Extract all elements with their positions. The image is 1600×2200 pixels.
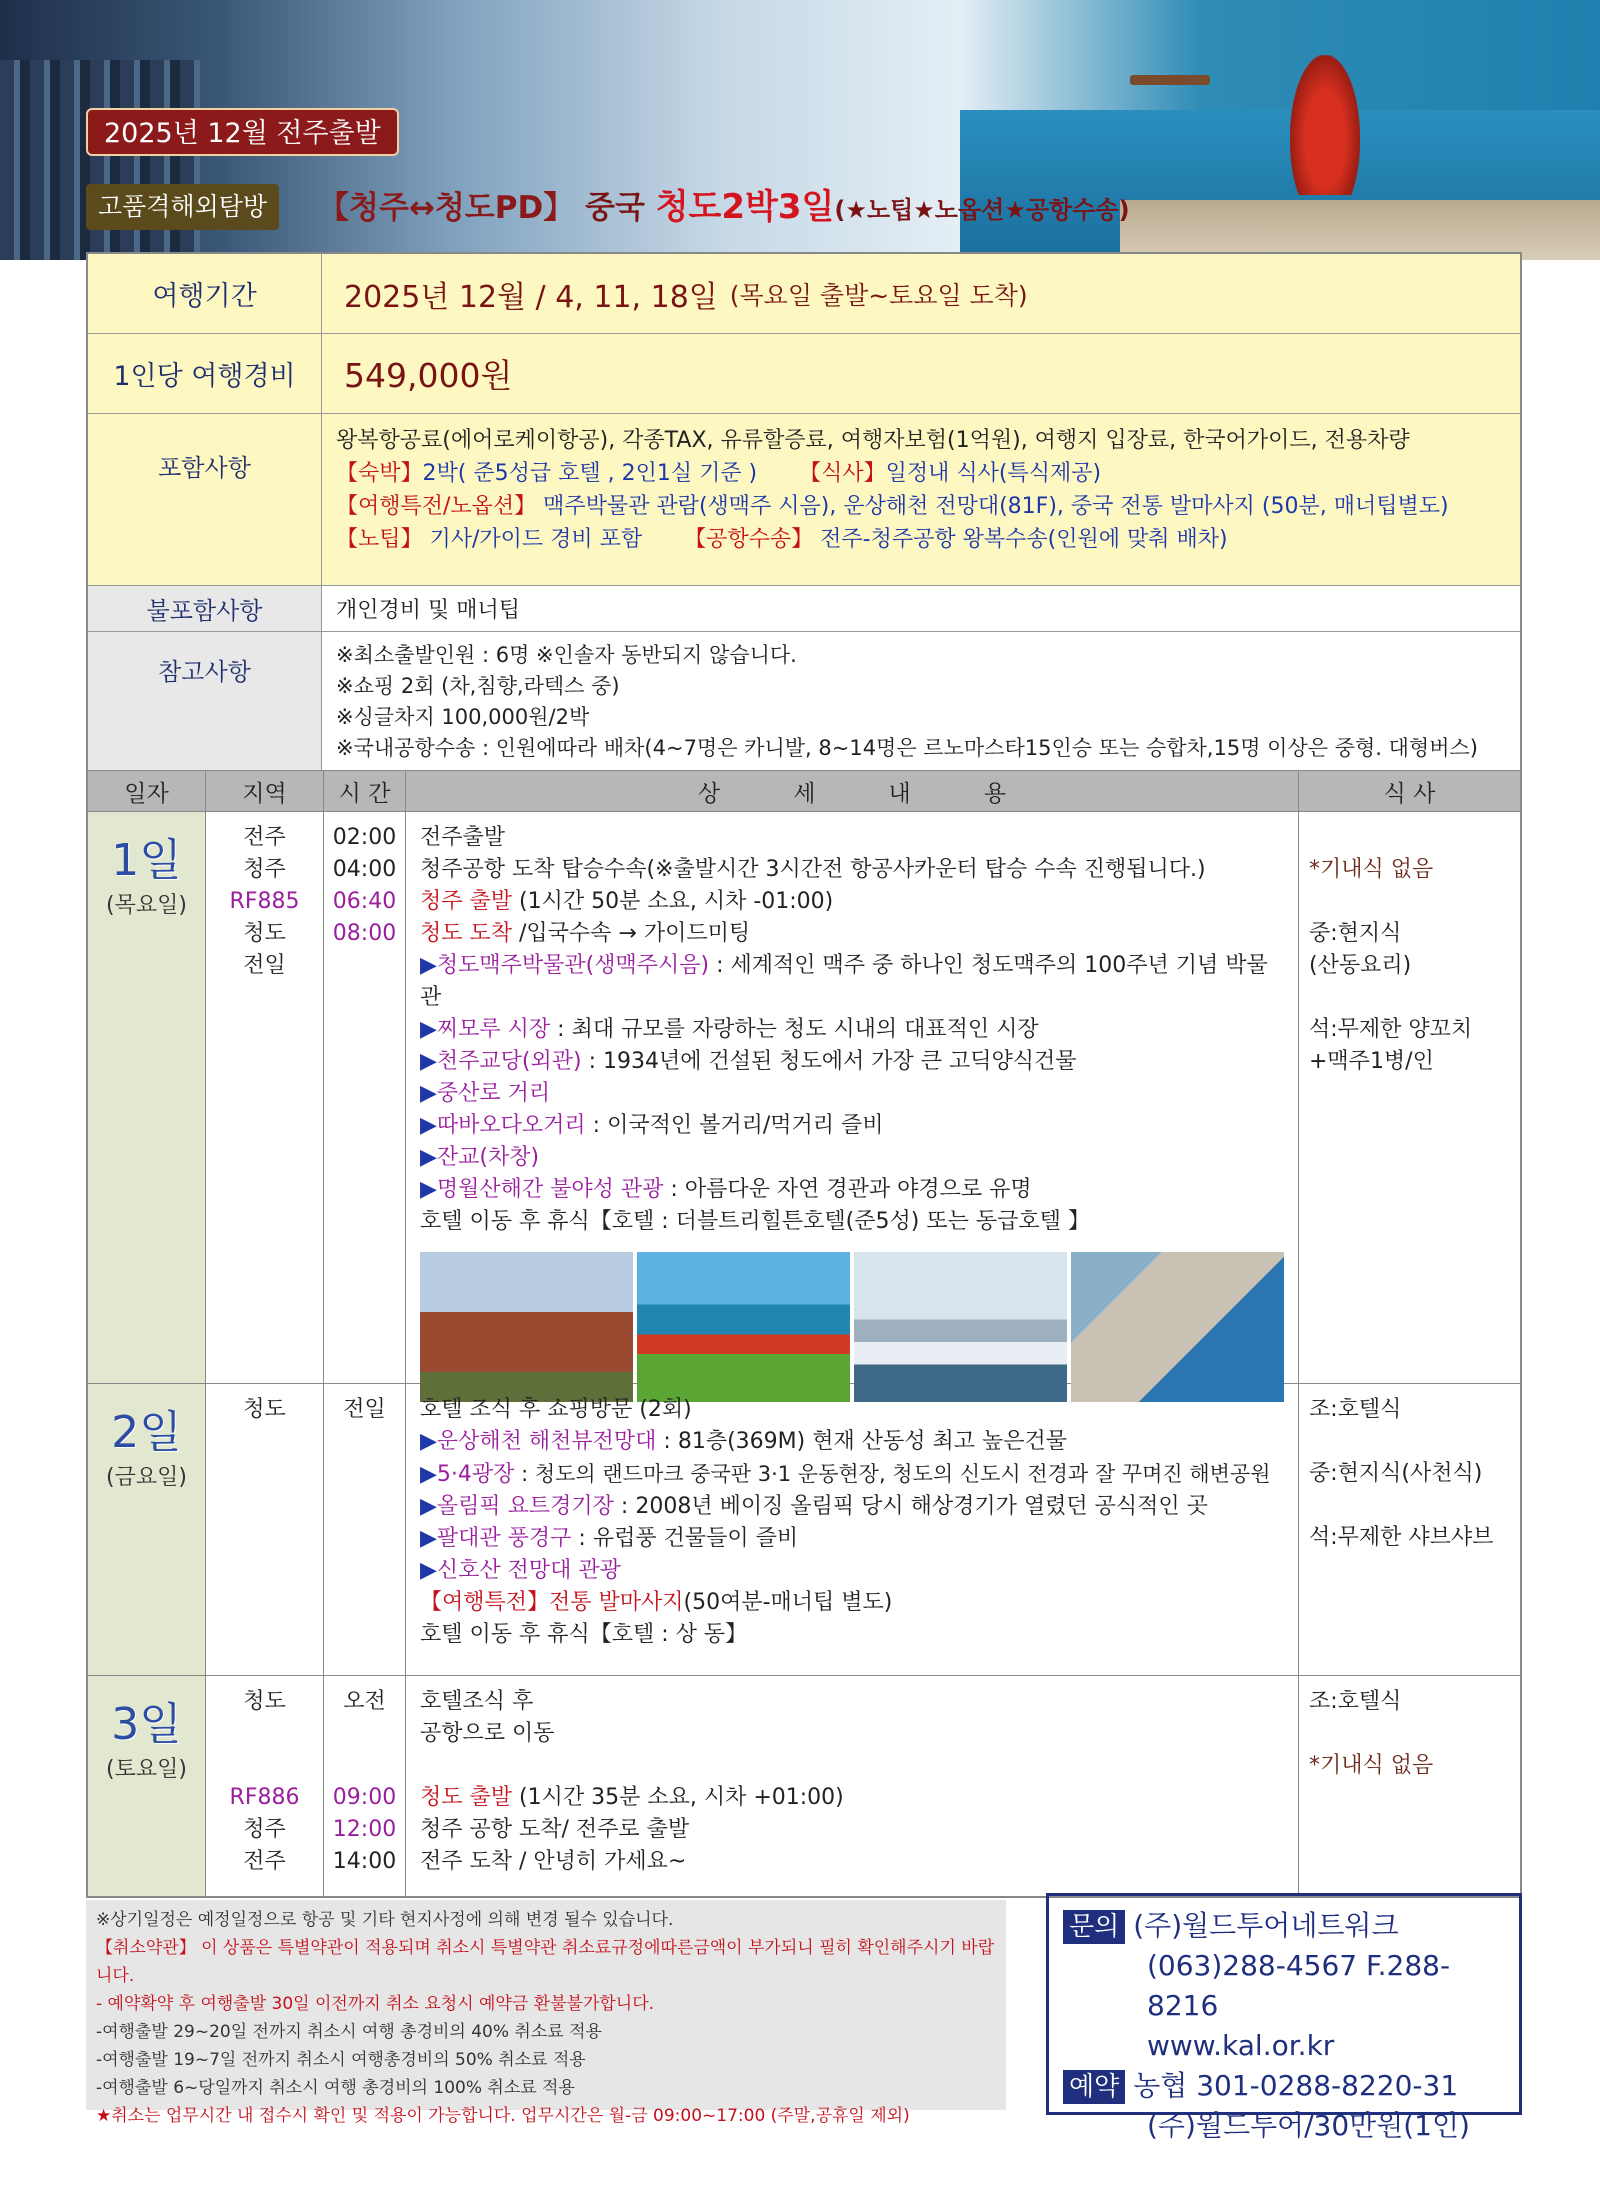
triangle-icon: ▶ [420,1558,437,1583]
detail-line: ▶잔교(차창) [420,1145,540,1170]
triangle-icon: ▶ [420,1177,437,1202]
period-note: (목요일 출발~토요일 도착) [729,280,1028,310]
cathedral-photo [420,1252,633,1402]
note-value [322,632,1520,778]
day-3-detail [406,1676,1299,1896]
meal: (산동요리) [1309,953,1412,978]
day-number: 3일 [111,1699,182,1750]
city-aerial-photo [1071,1252,1284,1402]
note-line: -여행출발 29~20일 전까지 취소시 여행 총경비의 40% 취소료 적용 [96,2022,602,2042]
meal: 중:현지식(사천식) [1309,1461,1483,1486]
detail-line: ▶청도맥주박물관(생맥주시음) : 세계적인 맥주 중 하나인 청도맥주의 100주년 기념 박물관 [420,953,1268,1010]
time: 08:00 [332,921,397,946]
day-3-row [88,1676,1520,1896]
may-fourth-square-photo [637,1252,850,1402]
time: 14:00 [332,1849,397,1874]
day-1-regions [206,812,324,1383]
detail-line: ▶찌모루 시장 : 최대 규모를 자랑하는 청도 시내의 대표적인 시장 [420,1017,1039,1042]
route-text: 【청주↔청도PD】 [318,190,575,226]
detail-line: 청도 출발 (1시간 35분 소요, 시차 +01:00) [420,1785,844,1810]
cost-row [88,334,1520,414]
inquiry-tag: 문의 [1063,1910,1125,1944]
day-2-meals [1299,1384,1520,1675]
include-line: 【노팁】 기사/가이드 경비 포함 【공항수송】 전주-청주공항 왕복수송(인원에 맞춰 배차) [336,527,1228,552]
period-value: 2025년 12월 / 4, 11, 18일 [344,279,718,315]
bank-line [1063,2066,1505,2106]
include-label: 포함사항 [88,414,322,585]
trip-title [318,184,1130,230]
note-line: 【취소약관】 이 상품은 특별약관이 적용되며 취소시 특별약관 취소료규정에따른금액이 부가되니 필히 확인해주시기 바랍니다. [96,1938,995,1986]
detail-line: ▶올림픽 요트경기장 : 2008년 베이징 올림픽 당시 해상경기가 열렸던 공식적인 곳 [420,1494,1208,1519]
note-line: ※쇼핑 2회 (차,침향,라텍스 중) [336,674,620,698]
company-line [1063,1906,1505,1946]
booking-tag: 예약 [1063,2070,1125,2104]
photo-strip [420,1252,1284,1402]
flight-number: RF885 [229,889,300,914]
col-meal: 식 사 [1383,780,1436,807]
note-line: - 예약확약 후 여행출발 30일 이전까지 취소 요청시 예약금 환불불가합니다. [96,1994,655,2014]
detail-line: 공항으로 이동 [420,1721,555,1746]
day-1-row [88,812,1520,1384]
time: 06:40 [332,889,397,914]
meal: 석:무제한 양꼬치 [1309,1017,1473,1042]
time: 전일 [343,1397,386,1422]
include-line: 왕복항공료(에어로케이항공), 각종TAX, 유류할증료, 여행자보험(1억원), 여행지 입장료, 한국어가이드, 전용차량 [336,428,1410,453]
detail-line: 호텔 이동 후 휴식【호텔 : 상 동】 [420,1622,748,1647]
meal: *기내식 없음 [1309,857,1434,882]
cost-value: 549,000원 [344,356,513,395]
day-2-row [88,1384,1520,1676]
exclude-label: 불포함사항 [88,586,322,631]
include-line: 【숙박】2박( 준5성급 호텔 , 2인1실 기준 ) 【식사】일정내 식사(특식제공) [336,461,1102,486]
trip-extras: (★노팁★노옵션★공항수송) [834,196,1130,224]
triangle-icon: ▶ [420,1049,437,1074]
country-text: 중국 [574,190,656,226]
marina-photo [854,1252,1067,1402]
meal: 조:호텔식 [1309,1689,1402,1714]
detail-line: 청도 도착 /입국수속 → 가이드미팅 [420,921,751,946]
triangle-icon: ▶ [420,1526,437,1551]
region: 청주 [243,1817,286,1842]
region: 전주 [243,1849,286,1874]
website-link[interactable]: www.kal.or.kr [1147,2029,1335,2062]
col-time: 시 간 [324,771,406,811]
detail-line: ▶신호산 전망대 관광 [420,1558,621,1583]
region: 청도 [243,1689,286,1714]
meal: +맥주1병/인 [1309,1049,1434,1074]
day-3-cell [88,1676,206,1896]
phone-number[interactable]: (063)288-4567 F.288-8216 [1147,1949,1451,2022]
meal: 중:현지식 [1309,921,1402,946]
detail-line: 청주 출발 (1시간 50분 소요, 시차 -01:00) [420,889,834,914]
day-2-time [324,1384,406,1675]
time: 04:00 [332,857,397,882]
detail-line: ▶따바오다오거리 : 이국적인 볼거리/먹거리 즐비 [420,1113,884,1138]
triangle-icon: ▶ [420,1081,437,1106]
time: 02:00 [332,825,397,850]
detail-line: 호텔 이동 후 휴식【호텔 : 더블트리힐튼호텔(준5성) 또는 동급호텔 】 [420,1209,1090,1234]
day-number: 1일 [111,835,182,886]
day-1-meals [1299,812,1520,1383]
triangle-icon: ▶ [420,1462,437,1487]
day-2-detail [406,1384,1299,1675]
note-row [88,632,1520,778]
day-1-times [324,812,406,1383]
day-2-region [206,1384,324,1675]
triangle-icon: ▶ [420,1145,437,1170]
triangle-icon: ▶ [420,1113,437,1138]
plaza-image [1120,200,1600,260]
triangle-icon: ▶ [420,1017,437,1042]
detail-line: ▶중산로 거리 [420,1081,551,1106]
note-line: -여행출발 6~당일까지 취소시 여행 총경비의 100% 취소료 적용 [96,2078,575,2098]
day-1-cell [88,812,206,1383]
city-skyline-image [0,60,200,260]
note-label: 참고사항 [88,632,322,778]
col-day: 일자 [88,771,206,811]
meal: 조:호텔식 [1309,1397,1402,1422]
detail-line: 【여행특전】전통 발마사지(50여분-매너팁 별도) [420,1590,893,1615]
itinerary-header [88,770,1520,812]
day-3-regions [206,1676,324,1896]
note-line: ※싱글차지 100,000원/2박 [336,705,590,729]
info-table [86,252,1522,780]
region: 청도 [243,1397,286,1422]
company-name: (주)월드투어네트워크 [1133,1909,1399,1942]
detail-line: 전주출발 [420,825,506,850]
period-value-cell [322,254,1520,333]
period-row [88,254,1520,334]
col-detail: 상 세 내 용 [406,771,1299,811]
region: 청주 [243,857,286,882]
detail-line: ▶운상해천 해천뷰전망대 : 81층(369M) 현재 산동성 최고 높은건물 [420,1429,1067,1454]
bank-account: 농협 301-0288-8220-31 [1133,2069,1459,2102]
meal: *기내식 없음 [1309,1753,1434,1778]
boat-image [1130,75,1210,85]
region: 청도 [243,921,286,946]
note-line: ※상기일정은 예정일정으로 항공 및 기타 현지사정에 의해 변경 될수 있습니다. [96,1910,674,1930]
day-1-detail [406,812,1299,1383]
include-line: 【여행특전/노옵션】 맥주박물관 관람(생맥주 시음), 운상해천 전망대(81F), 중국 전통 발마사지 (50분, 매너팁별도) [336,494,1449,519]
day-weekday: (금요일) [106,1465,187,1490]
category-badge: 고품격해외탐방 [86,184,279,230]
contact-box [1046,1893,1522,2142]
time: 09:00 [332,1785,397,1810]
day-weekday: (토요일) [106,1757,187,1782]
detail-line: 전주 도착 / 안녕히 가세요~ [420,1849,687,1874]
day-number: 2일 [111,1407,182,1458]
trip-name: 청도2박3일 [655,187,835,227]
period-label: 여행기간 [88,254,322,333]
col-region: 지역 [206,771,324,811]
include-value [322,414,1520,585]
flight-number: RF886 [229,1785,300,1810]
day-weekday: (목요일) [106,893,187,918]
itinerary-table [86,770,1522,1898]
detail-line: 청주공항 도착 탑승수속(※출발시간 3시간전 항공사카운터 탑승 수속 진행됩니다.) [420,857,1206,882]
detail-line: 호텔 조식 후 쇼핑방문 (2회) [420,1397,692,1422]
time: 12:00 [332,1817,397,1842]
account-holder: (주)월드투어/30만원(1인) [1147,2109,1470,2142]
departure-badge: 2025년 12월 전주출발 [86,108,399,156]
day-3-meals [1299,1676,1520,1896]
note-line: ※국내공항수송 : 인원에따라 배차(4~7명은 카니발, 8~14명은 르노마스타15인승 또는 승합차,15명 이상은 중형. 대형버스) [336,736,1478,760]
region: 전주 [243,825,286,850]
cancellation-notes [86,1900,1006,2126]
detail-line: 청주 공항 도착/ 전주로 출발 [420,1817,690,1842]
include-row [88,414,1520,586]
triangle-icon: ▶ [420,953,437,978]
triangle-icon: ▶ [420,1429,437,1454]
detail-line: ▶명월산해간 불야성 관광 : 아름다운 자연 경관과 야경으로 유명 [420,1177,1032,1202]
day-3-times [324,1676,406,1896]
exclude-row [88,586,1520,632]
note-line: ★취소는 업무시간 내 접수시 확인 및 적용이 가능합니다. 업무시간은 월-금 09:00~17:00 (주말,공휴일 제외) [96,2106,910,2126]
exclude-value: 개인경비 및 매너팁 [336,598,521,623]
detail-line: ▶천주교당(외관) : 1934년에 건설된 청도에서 가장 큰 고딕양식건물 [420,1049,1077,1074]
detail-line: 호텔조식 후 [420,1689,534,1714]
detail-line: ▶5·4광장 : 청도의 랜드마크 중국판 3·1 운동현장, 청도의 신도시 전경과 잘 꾸며진 해변공원 [420,1462,1271,1487]
note-line: ※최소출발인원 : 6명 ※인솔자 동반되지 않습니다. [336,643,797,667]
region: 전일 [243,953,286,978]
day-2-cell [88,1384,206,1675]
time: 오전 [343,1689,386,1714]
may-fourth-sculpture-image [1290,55,1360,195]
note-line: -여행출발 19~7일 전까지 취소시 여행총경비의 50% 취소료 적용 [96,2050,586,2070]
triangle-icon: ▶ [420,1494,437,1519]
cost-label: 1인당 여행경비 [88,334,322,413]
meal: 석:무제한 샤브샤브 [1309,1525,1494,1550]
detail-line: ▶팔대관 풍경구 : 유럽풍 건물들이 즐비 [420,1526,799,1551]
